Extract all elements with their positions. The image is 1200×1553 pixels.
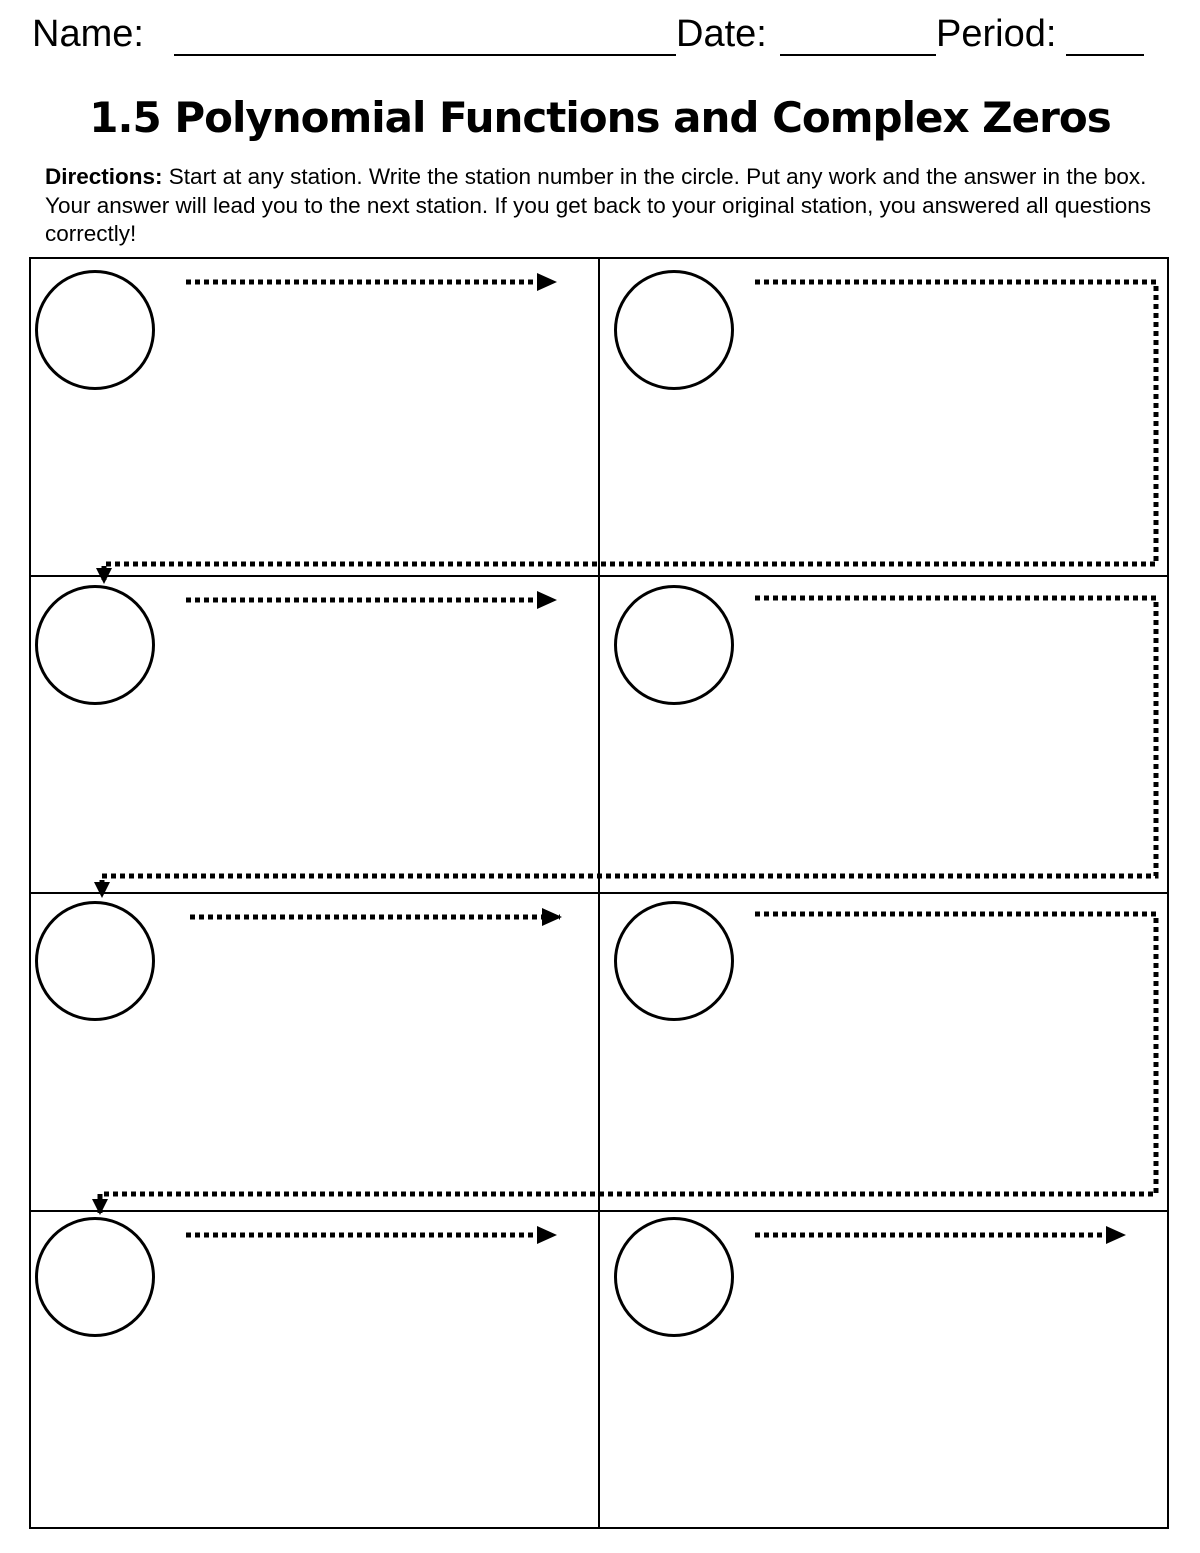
station-number-circle-4[interactable] [614, 585, 734, 705]
station-number-circle-3[interactable] [35, 585, 155, 705]
station-number-circle-2[interactable] [614, 270, 734, 390]
period-label: Period: [936, 13, 1057, 55]
directions-label: Directions: [45, 164, 163, 189]
worksheet-title: 1.5 Polynomial Functions and Complex Zeros [89, 93, 1111, 142]
station-number-circle-1[interactable] [35, 270, 155, 390]
date-label: Date: [676, 13, 767, 55]
station-number-circle-7[interactable] [35, 1217, 155, 1337]
station-number-circle-8[interactable] [614, 1217, 734, 1337]
station-number-circle-5[interactable] [35, 901, 155, 1021]
directions-text: Start at any station. Write the station number in the circle. Put any work and the answer in the box. Your answer will lead you to the next station. If you get back to your original station, you answered all questions correctly! [45, 164, 1152, 246]
name-label: Name: [32, 13, 144, 55]
station-number-circle-6[interactable] [614, 901, 734, 1021]
